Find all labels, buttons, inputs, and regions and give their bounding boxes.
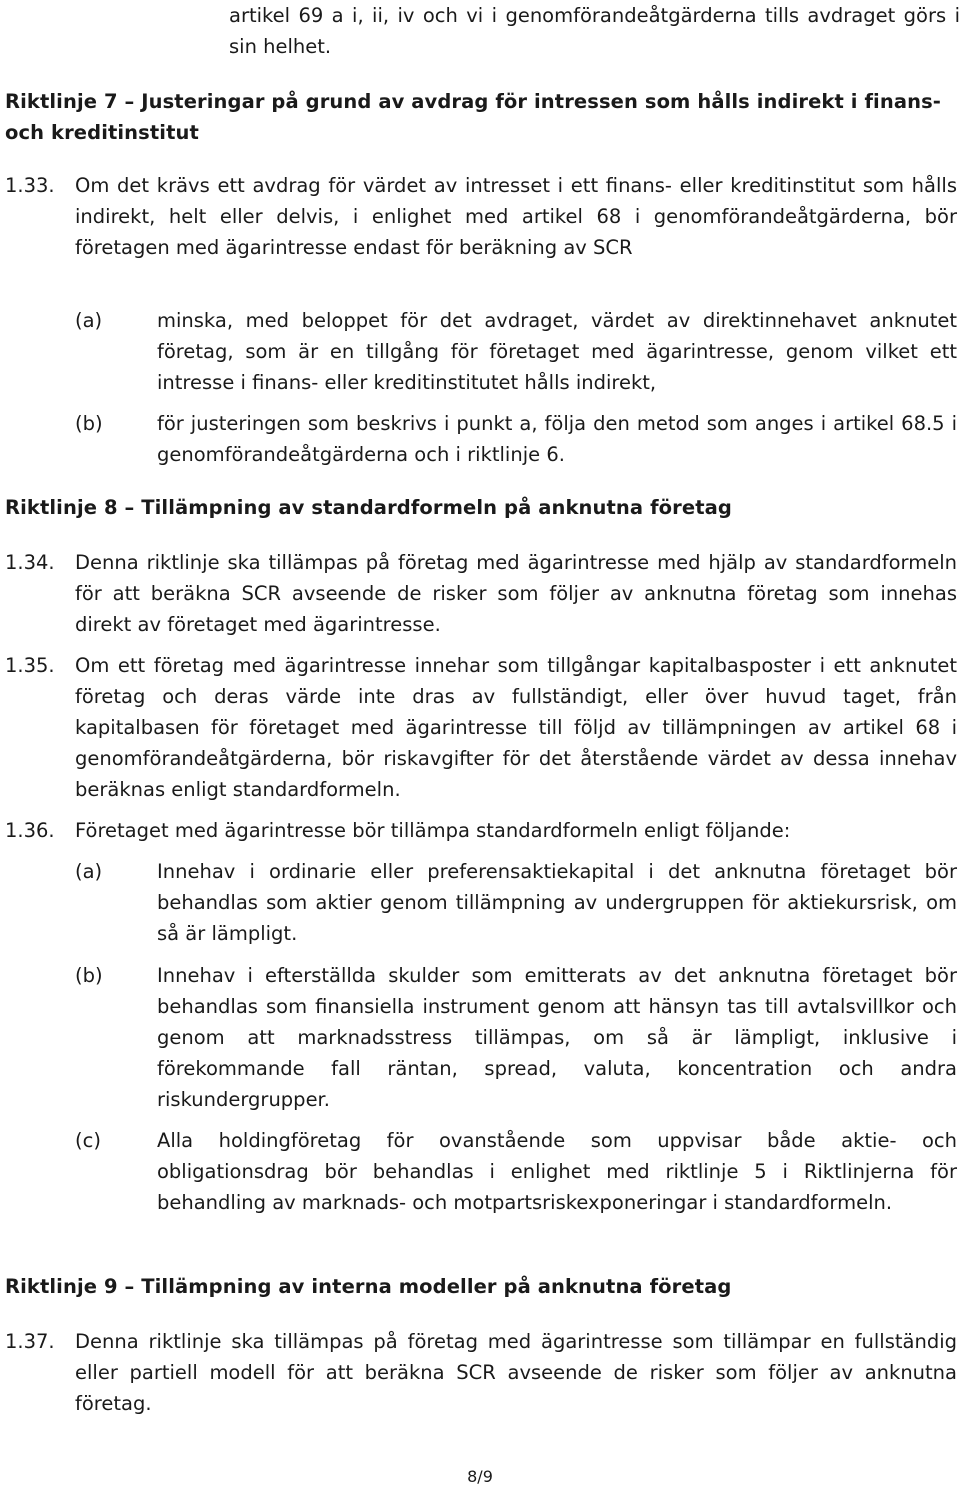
paragraph-number: 1.33. — [5, 174, 55, 197]
list-item-label: (b) — [75, 412, 103, 435]
paragraph-text: Denna riktlinje ska tillämpas på företag med ägarintresse med hjälp av standardformeln för att beräkna SCR avseende de risker som följer av anknutna företag som innehas direkt av företaget med ägarintresse. — [75, 551, 957, 636]
page-number: 8/9 — [467, 1467, 493, 1486]
paragraph-text: Om det krävs ett avdrag för värdet av intresset i ett finans- eller kreditinstitut som hålls indirekt, helt eller delvis, i enlighet med artikel 68 i genomförandeåtgärderna, bör företagen med ägarintresse endast för beräkning av SCR — [75, 174, 957, 259]
paragraph-1-37 — [5, 1326, 957, 1419]
paragraph-number: 1.36. — [5, 819, 55, 842]
list-item-1-36-a — [75, 856, 957, 949]
list-item-text: Innehav i ordinarie eller preferensaktiekapital i det anknutna företaget bör behandlas som aktier genom tillämpning av undergruppen för aktiekursrisk, om så är lämpligt. — [157, 860, 957, 945]
list-item-1-36-c — [75, 1125, 957, 1218]
paragraph-1-34 — [5, 547, 957, 640]
paragraph-1-35 — [5, 650, 957, 805]
list-item-text: Alla holdingföretag för ovanstående som uppvisar både aktie- och obligationsdrag bör behandlas i enlighet med riktlinje 5 i Riktlinjerna för behandling av marknads- och motpartsriskexponeringar i standardformeln. — [157, 1129, 957, 1214]
list-item-text: för justeringen som beskrivs i punkt a, följa den metod som anges i artikel 68.5 i genomförandeåtgärderna och i riktlinje 6. — [157, 412, 957, 466]
heading-guideline-8: Riktlinje 8 – Tillämpning av standardformeln på anknutna företag — [5, 496, 732, 519]
paragraph-text: Företaget med ägarintresse bör tillämpa standardformeln enligt följande: — [75, 819, 791, 842]
list-item-label: (a) — [75, 309, 103, 332]
heading-guideline-7: Riktlinje 7 – Justeringar på grund av avdrag för intressen som hålls indirekt i finans- och kreditinstitut — [5, 90, 941, 144]
list-item-label: (b) — [75, 964, 103, 987]
continuation-text: artikel 69 a i, ii, iv och vi i genomförandeåtgärderna tills avdraget görs i sin helhet. — [229, 4, 960, 58]
paragraph-number: 1.35. — [5, 654, 55, 677]
list-item-1-33-a — [75, 305, 957, 398]
paragraph-text: Om ett företag med ägarintresse innehar som tillgångar kapitalbasposter i ett anknutet företag och deras värde inte dras av fullständigt, eller över huvud taget, från kapitalbasen för företaget med ägarintresse till följd av tillämpningen av artikel 68 i genomförandeåtgärderna, bör riskavgifter för det återstående värdet av dessa innehav beräknas enligt standardformeln. — [75, 654, 957, 801]
list-item-1-33-b — [75, 408, 957, 470]
list-item-label: (a) — [75, 860, 103, 883]
heading-guideline-9: Riktlinje 9 – Tillämpning av interna modeller på anknutna företag — [5, 1275, 732, 1298]
paragraph-1-33 — [5, 170, 957, 263]
paragraph-1-36 — [5, 815, 957, 846]
list-item-text: minska, med beloppet för det avdraget, värdet av direktinnehavet anknutet företag, som är en tillgång för företaget med ägarintresse, genom vilket ett intresse i finans- eller kreditinstitutet hålls indirekt, — [157, 309, 957, 394]
list-item-label: (c) — [75, 1129, 101, 1152]
paragraph-text: Denna riktlinje ska tillämpas på företag med ägarintresse som tillämpar en fullständig eller partiell modell för att beräkna SCR avseende de risker som följer av anknutna företag. — [75, 1330, 957, 1415]
paragraph-number: 1.34. — [5, 551, 55, 574]
paragraph-number: 1.37. — [5, 1330, 55, 1353]
list-item-text: Innehav i efterställda skulder som emitterats av det anknutna företaget bör behandlas som finansiella instrument genom att hänsyn tas till avtalsvillkor och genom att marknadsstress tillämpas, om så är lämpligt, inklusive i förekommande fall räntan, spread, valuta, koncentration och andra riskundergrupper. — [157, 964, 957, 1111]
list-item-1-36-b — [75, 960, 957, 1115]
